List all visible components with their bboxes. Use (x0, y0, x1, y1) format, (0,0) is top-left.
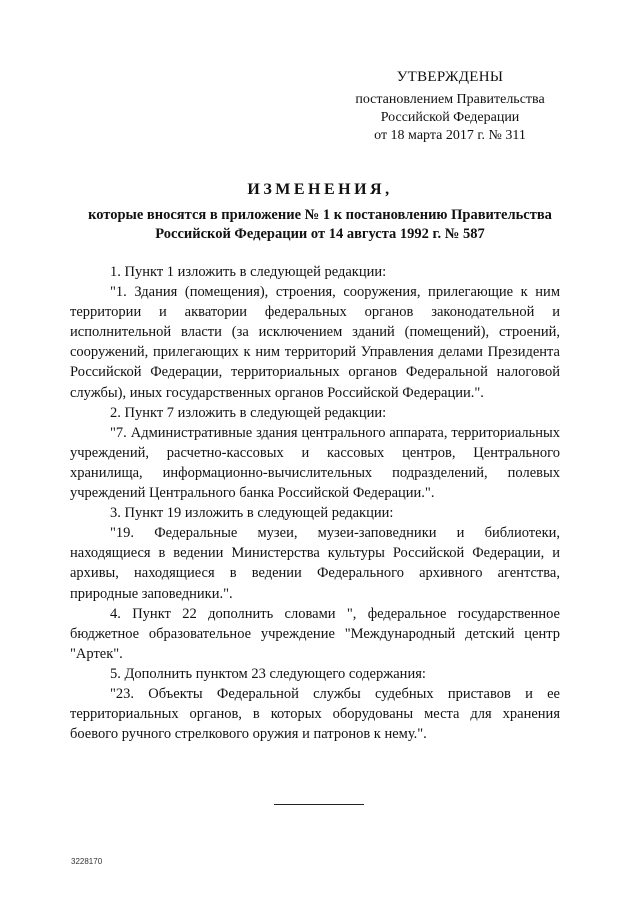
approval-line-3: от 18 марта 2017 г. № 311 (374, 128, 526, 143)
paragraph-1: 1. Пункт 1 изложить в следующей редакции: (110, 264, 387, 280)
paragraph-3: 2. Пункт 7 изложить в следующей редакции: (110, 404, 387, 421)
separator-line (274, 804, 364, 805)
paragraph-7: 4. Пункт 22 дополнить словами ", федеральное государственное бюджетное образовательное учреждение "Международный детский центр "Артек". (70, 605, 560, 662)
approval-line-2: Российской Федерации (380, 110, 520, 125)
approval-line-1: постановлением Правительства (355, 92, 545, 107)
document-body (70, 262, 560, 744)
footer-code: 3228170 (71, 857, 103, 866)
paragraph-9: "23. Объекты Федеральной службы судебных приставов и ее территориальных органов, в которых оборудованы места для хранения боевого ручного стрелкового оружия и патронов к нему.". (70, 685, 560, 743)
approval-title: УТВЕРЖДЕНЫ (396, 69, 504, 85)
paragraph-5: 3. Пункт 19 изложить в следующей редакции: (110, 505, 394, 522)
paragraph-4: "7. Административные здания центрального аппарата, территориальных учреждений, расчетно-кассовых и кассовых центров, Центрального хранилища, информационно-вычислительных подразделений, полевых учреждений Центрального банка Российской Федерации.". (70, 424, 560, 502)
paragraph-8: 5. Дополнить пунктом 23 следующего содержания: (110, 665, 426, 682)
document-title: ИЗМЕНЕНИЯ, (247, 181, 393, 198)
paragraph-2: "1. Здания (помещения), строения, сооружения, прилегающие к ним территории и акватории федеральных органов законодательной и исполнительной власти (за исключением зданий (помещений), строений, сооружений, прилегающих к ним территорий Управления делами Президента Российской Федерации, территориальных органов Федеральной налоговой службы), иных государственных органов Российской Федерации.". (70, 284, 560, 401)
approval-block (340, 68, 560, 145)
document-subtitle: которые вносятся в приложение № 1 к постановлению Правительства Российской Федерации от 14 августа 1992 г. № 587 (88, 207, 552, 242)
paragraph-6: "19. Федеральные музеи, музеи-заповедники и библиотеки, находящиеся в ведении Министерства культуры Российской Федерации, и архивы, находящиеся в ведении Федерального архивного агентства, природные заповедники.". (70, 525, 560, 602)
